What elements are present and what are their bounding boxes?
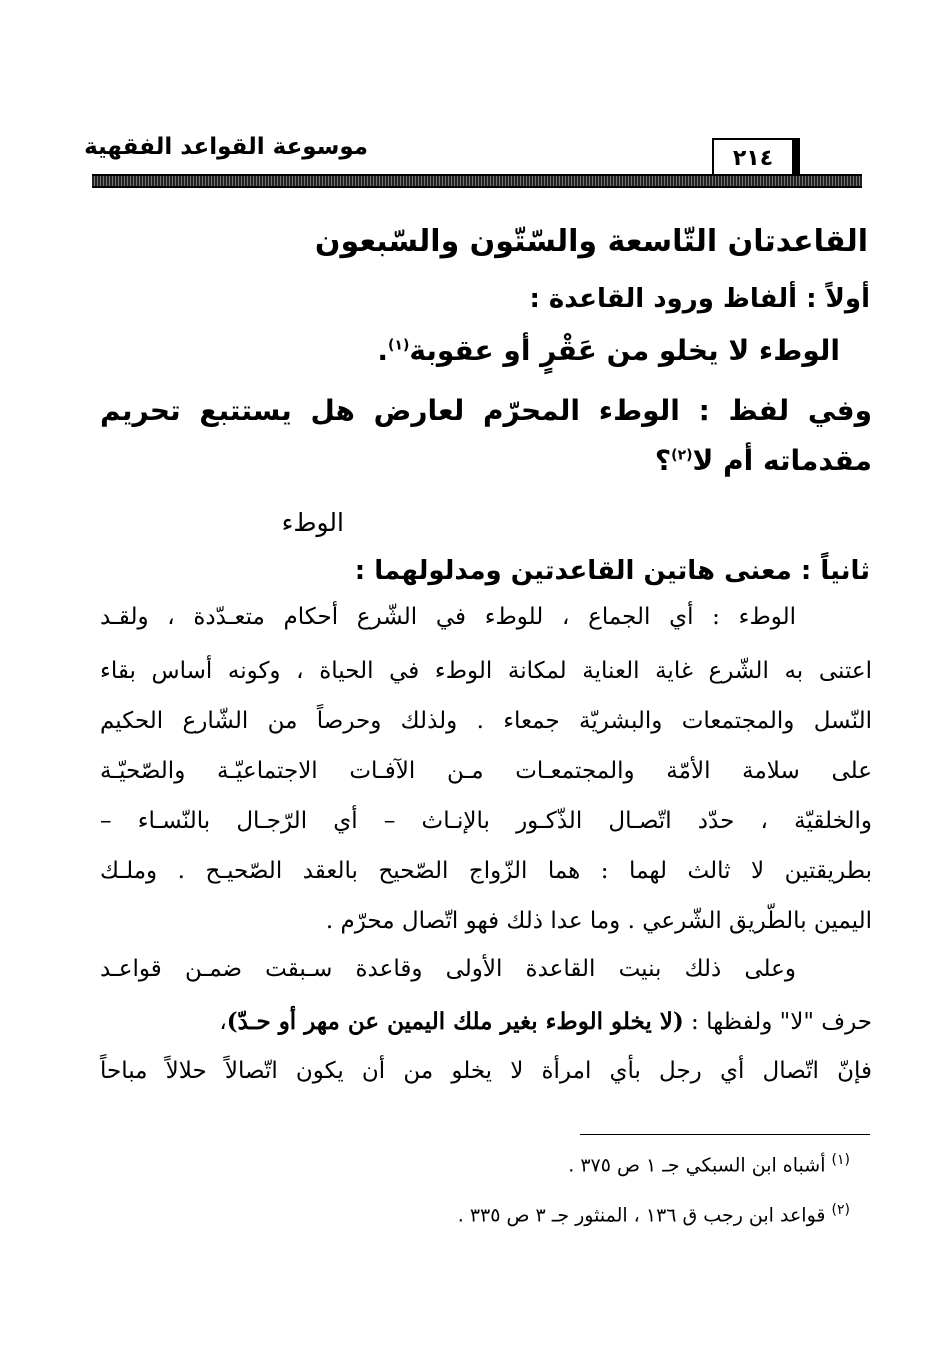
footnote-2-text: قواعد ابن رجب ق ١٣٦ ، المنثور جـ ٣ ص ٣٣٥ . bbox=[457, 1204, 826, 1227]
rule-text-2-body: مقدماته أم لا bbox=[692, 444, 872, 477]
page-number: ٢١٤ bbox=[712, 138, 800, 178]
rule-text-1 bbox=[377, 334, 840, 367]
footnote-separator bbox=[580, 1134, 870, 1135]
body-line-2: اعتنى به الشّرع غاية العناية لمكانة الوطء في الحياة ، وكونه أساس بقاء bbox=[100, 658, 872, 684]
body-line-5: والخلقيّة ، حدّد اتّصـال الذّكـور بالإنـاث – أي الرّجـال بالنّسـاء – bbox=[100, 808, 872, 834]
body-line-4: على سلامة الأمّة والمجتمعـات مـن الآفـات الاجتماعيّـة والصّحيّـة bbox=[100, 758, 872, 784]
rule-text-2-line-1: وفي لفظ : الوطء المحرّم لعارض هل يستتبع تحريم bbox=[100, 394, 872, 427]
body-line-7: اليمين بالطّريق الشّرعي . وما عدا ذلك فهو اتّصال محرّم . bbox=[325, 908, 872, 934]
rule-text-1-end: . bbox=[377, 334, 388, 367]
footnote-ref-2: (٢) bbox=[671, 447, 693, 464]
body-line-9-suffix: ، bbox=[219, 1009, 227, 1035]
stray-word: الوطء bbox=[281, 508, 344, 537]
section-heading-2: ثانياً : معنى هاتين القاعدتين ومدلولهما : bbox=[354, 556, 870, 586]
running-title: موسوعة القواعد الفقهية bbox=[84, 134, 368, 160]
footnote-2-marker: (٢) bbox=[831, 1202, 850, 1218]
body-line-3: النّسل والمجتمعات والبشريّة جمعاء . ولذلك وحرصاً من الشّارع الحكيم bbox=[100, 708, 872, 734]
body-line-6: بطريقتين لا ثالث لهما : هما الزّواج الصّحيح بالعقد الصّحيـح . وملـك bbox=[100, 858, 872, 884]
body-line-1: الوطء : أي الجماع ، للوطء في الشّرع أحكام متعـدّدة ، ولقـد bbox=[100, 604, 796, 630]
quoted-rule: (لا يخلو الوطء بغير ملك اليمين عن مهر أو حـدّ) bbox=[226, 1008, 684, 1035]
page-title: القاعدتان التّاسعة والسّتّون والسّبعون bbox=[314, 224, 868, 259]
footnote-ref-1: (١) bbox=[388, 337, 410, 354]
rule-text-2-end: ؟ bbox=[654, 444, 672, 477]
footnote-1-marker: (١) bbox=[831, 1152, 850, 1168]
body-line-8: وعلى ذلك بنيت القاعدة الأولى وقاعدة سـبقت ضمـن قواعـد bbox=[100, 956, 796, 982]
rule-text-1-body: الوطء لا يخلو من عَقْرٍ أو عقوبة bbox=[409, 334, 840, 367]
body-line-9-prefix: حرف "لا" ولفظها : bbox=[683, 1009, 872, 1035]
header-rule bbox=[92, 174, 862, 188]
body-line-9 bbox=[100, 1008, 872, 1035]
footnote-1 bbox=[568, 1152, 850, 1176]
body-line-10: فإنّ اتّصال أي رجل بأي امرأة لا يخلو من أن يكون اتّصالاً حلالاً مباحاً bbox=[100, 1058, 872, 1084]
footnote-2 bbox=[458, 1202, 850, 1226]
section-heading-1: أولاً : ألفاظ ورود القاعدة : bbox=[529, 284, 870, 314]
rule-text-2-line-2 bbox=[655, 444, 872, 477]
footnote-1-text: أشباه ابن السبكي جـ ١ ص ٣٧٥ . bbox=[568, 1154, 826, 1177]
